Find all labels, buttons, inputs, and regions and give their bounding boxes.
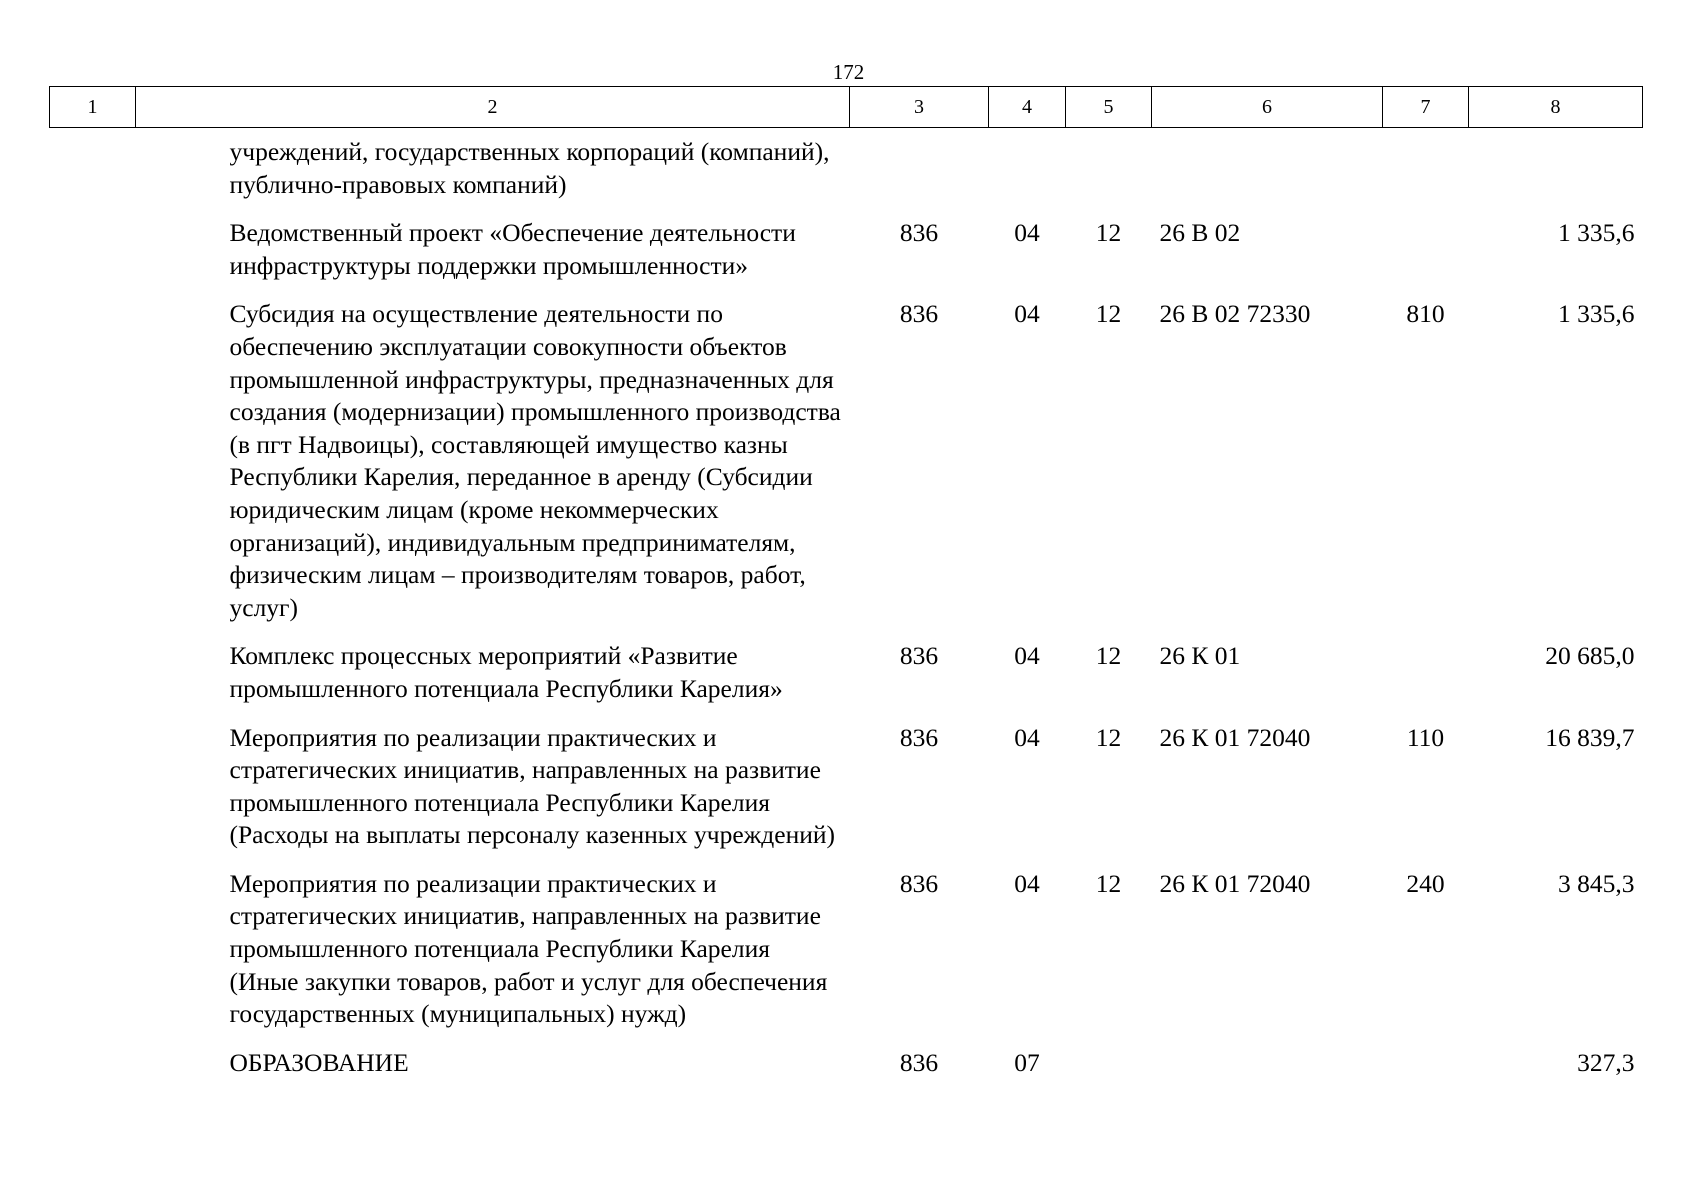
table-row <box>50 624 1643 705</box>
cell-col4: 04 <box>1014 299 1040 329</box>
cell-col4: 04 <box>1014 218 1040 248</box>
cell-col6: 26 В 02 <box>1159 218 1241 248</box>
cell-name: Мероприятия по реализации практических и стратегических инициатив, направленных на развитие промышленного потенциала Республики Карелия (Иные закупки товаров, работ и услуг для обеспечения государственных (муниципальных) нужд) <box>229 868 828 1029</box>
cell-col1 <box>50 282 136 624</box>
cell-name: Комплекс процессных мероприятий «Развитие промышленного потенциала Республики Карелия» <box>229 641 783 703</box>
cell-col6 <box>1152 1031 1383 1080</box>
cell-col6: 26 К 01 <box>1159 641 1241 671</box>
cell-name: учреждений, государственных корпораций (компаний), публично-правовых компаний) <box>229 137 830 199</box>
cell-col1 <box>50 201 136 282</box>
cell-col1 <box>50 624 136 705</box>
cell-col8: 327,3 <box>1577 1047 1635 1077</box>
cell-col1 <box>50 1031 136 1080</box>
table-row <box>50 201 1643 282</box>
header-col-1: 1 <box>50 87 136 128</box>
cell-col6: 26 К 01 72040 <box>1159 722 1311 752</box>
cell-col4: 07 <box>1014 1047 1040 1077</box>
cell-col4: 04 <box>1014 641 1040 671</box>
cell-col3: 836 <box>899 722 939 752</box>
cell-col7 <box>1383 624 1469 705</box>
header-col-4: 4 <box>989 87 1066 128</box>
cell-col6: 26 К 01 72040 <box>1159 868 1311 898</box>
cell-col7: 240 <box>1406 868 1445 898</box>
header-col-8: 8 <box>1469 87 1643 128</box>
cell-col4 <box>989 128 1066 202</box>
table-header <box>50 87 1643 128</box>
cell-col3: 836 <box>899 1047 939 1077</box>
header-col-5: 5 <box>1066 87 1152 128</box>
header-col-6: 6 <box>1152 87 1383 128</box>
cell-col3: 836 <box>899 218 939 248</box>
cell-col5: 12 <box>1095 218 1122 248</box>
cell-col5 <box>1066 1031 1152 1080</box>
cell-col7 <box>1383 201 1469 282</box>
cell-col6: 26 В 02 72330 <box>1159 299 1311 329</box>
cell-col3: 836 <box>899 299 939 329</box>
table-row <box>50 706 1643 852</box>
cell-col7 <box>1383 1031 1469 1080</box>
cell-col5: 12 <box>1095 299 1122 329</box>
table-body <box>50 128 1643 1080</box>
cell-col7 <box>1383 128 1469 202</box>
cell-col3 <box>850 128 989 202</box>
table-row <box>50 282 1643 624</box>
cell-name: Субсидия на осуществление деятельности по обеспечению эксплуатации совокупности объектов промышленной инфраструктуры, предназначенных для создания (модернизации) промышленного производства (в пгт Надвоицы), составляющей имущество казны Республики Карелия, переданное в аренду (Субсидии юридическим лицам (кроме некоммерческих организаций), индивидуальным предпринимателям, физическим лицам – производителям товаров, работ, услуг) <box>229 299 841 622</box>
cell-col3: 836 <box>899 641 939 671</box>
cell-col7: 810 <box>1406 299 1445 329</box>
cell-col5: 12 <box>1095 868 1122 898</box>
cell-col7: 110 <box>1406 722 1445 752</box>
cell-col8: 16 839,7 <box>1545 722 1635 752</box>
cell-col1 <box>50 852 136 1031</box>
cell-name: ОБРАЗОВАНИЕ <box>229 1047 409 1077</box>
cell-name: Ведомственный проект «Обеспечение деятельности инфраструктуры поддержки промышленности» <box>229 218 796 280</box>
header-col-3: 3 <box>850 87 989 128</box>
header-row <box>50 87 1643 128</box>
cell-col4: 04 <box>1014 868 1040 898</box>
cell-col8: 20 685,0 <box>1545 641 1635 671</box>
page-number: 172 <box>832 60 865 84</box>
cell-col1 <box>50 706 136 852</box>
cell-col8 <box>1469 128 1643 202</box>
cell-col3: 836 <box>899 868 939 898</box>
budget-table <box>49 86 1643 1079</box>
header-col-2: 2 <box>136 87 850 128</box>
cell-col8: 3 845,3 <box>1558 868 1635 898</box>
header-col-7: 7 <box>1383 87 1469 128</box>
cell-col8: 1 335,6 <box>1558 218 1635 248</box>
cell-col1 <box>50 128 136 202</box>
cell-col4: 04 <box>1014 722 1040 752</box>
table-row <box>50 128 1643 202</box>
cell-col6 <box>1152 128 1383 202</box>
cell-col5: 12 <box>1095 722 1122 752</box>
cell-name: Мероприятия по реализации практических и стратегических инициатив, направленных на развитие промышленного потенциала Республики Карелия (Расходы на выплаты персоналу казенных учреждений) <box>229 722 836 850</box>
table-row <box>50 852 1643 1031</box>
cell-col5: 12 <box>1095 641 1122 671</box>
cell-col5 <box>1066 128 1152 202</box>
table-row <box>50 1031 1643 1080</box>
cell-col8: 1 335,6 <box>1558 299 1635 329</box>
